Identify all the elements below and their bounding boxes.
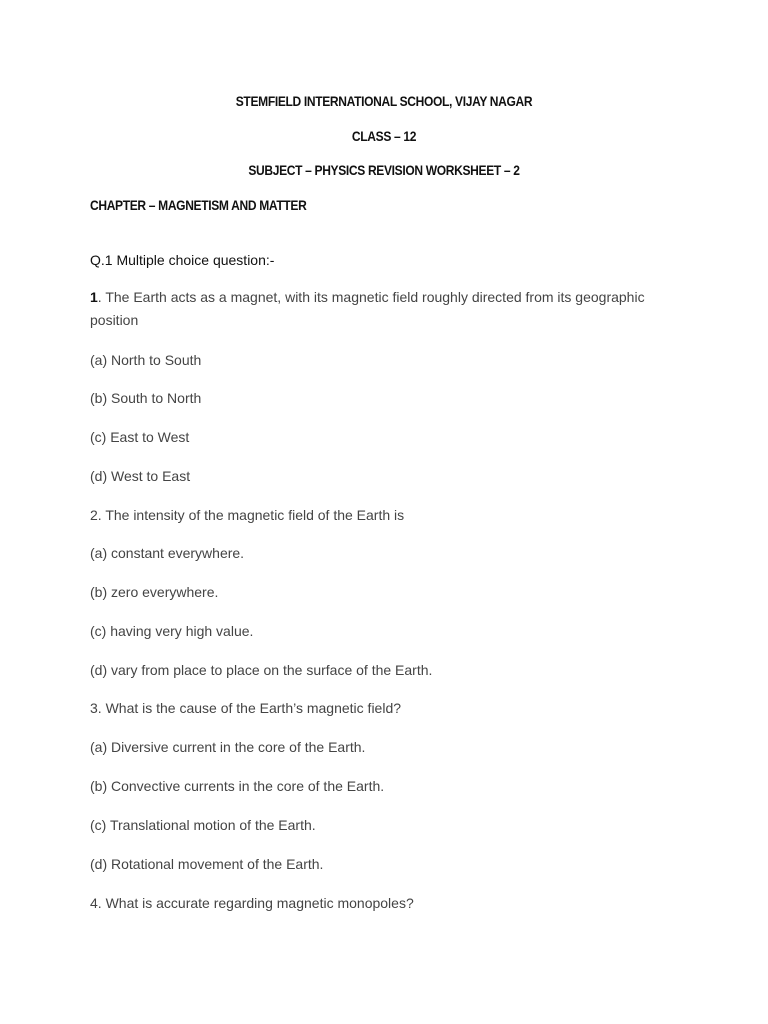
question-3-text: 3. What is the cause of the Earth’s magnetic field? (90, 700, 402, 716)
chapter-label: CHAPTER – MAGNETISM AND MATTER (90, 197, 307, 213)
section-title: Q.1 Multiple choice question:- (90, 252, 275, 268)
question-2-option-a: (a) constant everywhere. (90, 545, 245, 561)
question-1-option-d: (d) West to East (90, 468, 191, 484)
question-1-option-b: (b) South to North (90, 390, 202, 406)
question-3-option-b: (b) Convective currents in the core of the Earth. (90, 778, 385, 794)
question-4-text: 4. What is accurate regarding magnetic monopoles? (90, 895, 414, 911)
question-2-option-c: (c) having very high value. (90, 623, 254, 639)
question-1-option-c: (c) East to West (90, 429, 190, 445)
question-1-option-a: (a) North to South (90, 352, 202, 368)
school-name: STEMFIELD INTERNATIONAL SCHOOL, VIJAY NAGAR (235, 93, 533, 109)
question-3-option-c: (c) Translational motion of the Earth. (90, 817, 316, 833)
question-1-number: 1 (90, 289, 98, 305)
question-1 (90, 286, 650, 332)
question-2-option-b: (b) zero everywhere. (90, 584, 219, 600)
class-label: CLASS – 12 (351, 128, 417, 144)
subject-label: SUBJECT – PHYSICS REVISION WORKSHEET – 2 (248, 162, 520, 178)
question-2-text: 2. The intensity of the magnetic field of the Earth is (90, 507, 405, 523)
question-3-option-a: (a) Diversive current in the core of the Earth. (90, 739, 366, 755)
question-1-text: . The Earth acts as a magnet, with its magnetic field roughly directed from its geographic position (90, 289, 645, 328)
question-2-option-d: (d) vary from place to place on the surface of the Earth. (90, 662, 433, 678)
question-3-option-d: (d) Rotational movement of the Earth. (90, 856, 324, 872)
